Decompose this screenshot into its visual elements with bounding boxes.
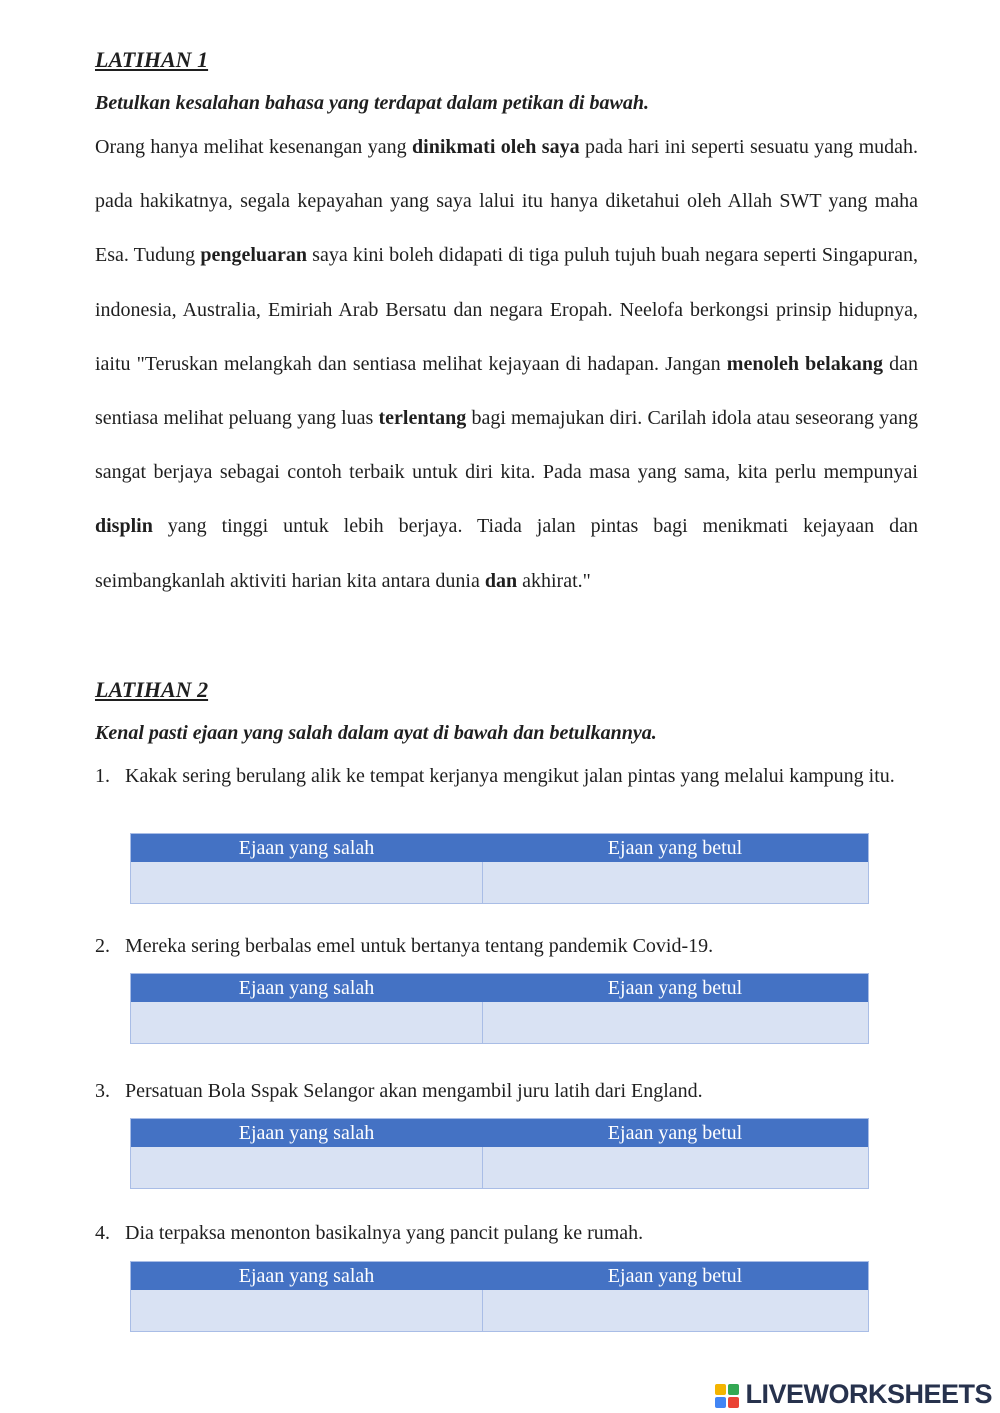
answer-cell-correct[interactable] [482,1290,868,1331]
header-correct-spelling: Ejaan yang betul [607,977,743,999]
liveworksheets-logo-text: LIVEWORKSHEETS [745,1379,992,1409]
latihan2-heading: LATIHAN 2 [95,677,209,702]
passage-text: bagi memajukan diri. Carilah idola atau seseorang yang sangat berjaya sebagai contoh terbaik untuk diri kita. Pada masa yang sama, kita perlu mempunyai [95,407,918,484]
highlighted-error-phrase: dinikmati oleh saya [412,136,580,158]
question-number: 2. [95,935,110,957]
header-wrong-spelling: Ejaan yang salah [238,1122,375,1144]
answer-cell-correct[interactable] [482,1147,868,1188]
question-3 [95,1077,925,1105]
table-header [131,1262,868,1290]
question-2 [95,932,925,960]
question-4 [95,1219,925,1247]
header-wrong-spelling: Ejaan yang salah [238,977,375,999]
latihan2-instruction: Kenal pasti ejaan yang salah dalam ayat di bawah dan betulkannya. [95,722,657,744]
highlighted-error-phrase: displin [95,515,153,538]
question-text: Persatuan Bola Sspak Selangor akan mengambil juru latih dari England. [125,1080,703,1102]
answer-cell-correct[interactable] [482,862,868,903]
question-number: 4. [95,1222,110,1244]
latihan1-instruction: Betulkan kesalahan bahasa yang terdapat dalam petikan di bawah. [95,92,649,114]
header-wrong-spelling: Ejaan yang salah [238,837,375,859]
highlighted-error-phrase: terlentang [378,407,467,430]
table-header [131,1119,868,1147]
table-header [131,834,868,862]
question-number: 3. [95,1080,110,1102]
answer-cell-wrong[interactable] [131,1290,483,1331]
passage-text: akhirat." [517,569,591,592]
answer-cell-wrong[interactable] [131,1147,483,1188]
question-text: Kakak sering berulang alik ke tempat kerjanya mengikut jalan pintas yang melalui kampung itu. [125,765,895,787]
question-text: Mereka sering berbalas emel untuk bertanya tentang pandemik Covid-19. [125,935,714,957]
highlighted-error-phrase: menoleh belakang [726,352,883,375]
header-correct-spelling: Ejaan yang betul [607,837,743,859]
header-correct-spelling: Ejaan yang betul [607,1265,743,1287]
latihan1-passage [95,120,918,608]
header-correct-spelling: Ejaan yang betul [607,1122,743,1144]
liveworksheets-logo [745,1379,992,1409]
answer-table-1 [130,833,869,904]
header-wrong-spelling: Ejaan yang salah [238,1265,375,1287]
question-number: 1. [95,765,110,787]
table-header [131,974,868,1002]
question-text: Dia terpaksa menonton basikalnya yang pancit pulang ke rumah. [125,1222,644,1244]
passage-text: pada hari ini seperti sesuatu yang mudah. pada hakikatnya, segala kepayahan yang saya lalui itu hanya diketahui oleh Allah SWT yang maha Esa. Tudung [95,136,919,267]
question-1 [95,762,925,790]
highlighted-error-phrase: pengeluaran [200,244,308,267]
passage-text: dan sentiasa melihat peluang yang luas [95,352,918,430]
passage-text: yang tinggi untuk lebih berjaya. Tiada jalan pintas bagi menikmati kejayaan dan seimbangkanlah aktiviti harian kita antara dunia [95,515,918,592]
latihan1-heading: LATIHAN 1 [95,47,209,72]
answer-table-2 [130,973,869,1044]
answer-table-3 [130,1118,869,1189]
answer-table-4 [130,1261,869,1332]
passage-text: Orang hanya melihat kesenangan yang [95,136,413,158]
answer-cell-wrong[interactable] [131,862,483,903]
passage-text: saya kini boleh didapati di tiga puluh tujuh buah negara seperti Singapuran, indonesia, Australia, Emiriah Arab Bersatu dan negara Eropah. Neelofa berkongsi prinsip hidupnya, iaitu "Teruskan melangkah dan sentiasa melihat kejayaan di hadapan. Jangan [95,244,919,375]
highlighted-error-phrase: dan [484,569,518,592]
answer-cell-wrong[interactable] [131,1002,483,1043]
liveworksheets-logo-icon [715,1384,739,1408]
answer-cell-correct[interactable] [482,1002,868,1043]
